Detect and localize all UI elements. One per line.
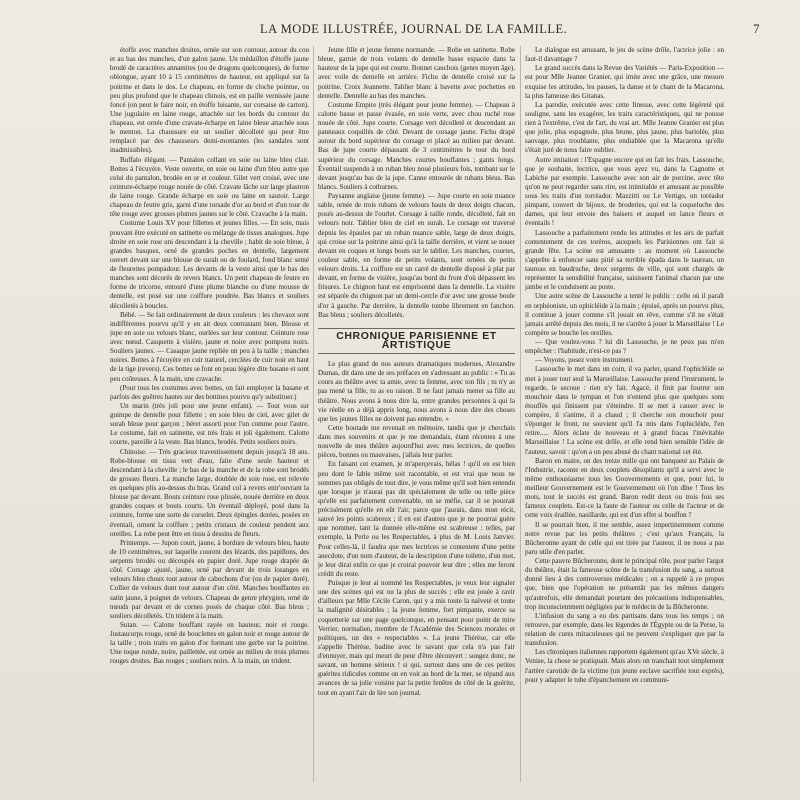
paragraph: Les chroniques italiennes rapportent également qu'au XVe siècle, à Venise, la chose se pratiquait. Mais alors on tranchait tout simplement l'artère carotide de la victime (un jeune esclave sacrifiée tout exprès), pour y adapter le tube d'épanchement en communi- — [525, 648, 724, 684]
column-2 — [318, 46, 515, 782]
paragraph: Un marin (très joli pour une jeune enfant). — Tout vous sur guimpe de dentelle pour fillette ; en soie bleu de ciel, avec gilet de surah bleue pour garçon ; béret assorti pour l'un comme pour l'autre. Le costume, fait en satinette, est très frais et joli également. Calotte courte, pareille à la veste. Bas blancs, brodés. Petits souliers noirs. — [110, 401, 309, 447]
paragraph: Jeune fille et jeune femme normande. — Robe en satinette. Robe bleue, garnie de trois volants de dentelle basse espacée dans la hauteur de la jupe qui est courte. Bonnet cauchois (genre moyen âge), avec voile de dentelle en arrière. Fichu de dentelle croisé sur la poitrine. Croix Jeannette. Tablier blanc à bavette avec pochettes en dentelle. Dentelle au bas des manches. — [318, 46, 515, 100]
paragraph: Printemps. — Jupon court, jaune, à bordure de velours bleu, haute de 10 centimètres, sur laquelle courent des lézards, des papillons, des serpents brodés ou découpés en papier doré. Jupe rouge drapée de côté. Corsage ajusté, jaune, orné par devant de trois losanges en velours bleu choux tout autour de cabochons d'or (ou de papier doré). Collier de velours dont tout autour d'un côté. Manches bouffantes en satin jaune, à poignet de velours. Chapeau de genre phrygien, orné de nœuds par devant et de cornes posés de chaque côté. Bas bleus ; souliers décolletés. Un trident à la main. — [110, 538, 309, 620]
paragraph: En faisant cet examen, je m'aperçevais, hélas ! qu'il en est bien peu dont le fable même soit racontable, et est vrai que nous ne sommes pas obligés de tout dire, je vous même qu'il soit bien entendu que lorsque je n'aurai pas dit spécialement de telle ou telle pièce qu'elle est parfaitement convenable, on se méfie, car il se pourrait précisément qu'elle en eût l'air, parce que j'aurais, dans mon récit, sauvé les points scabreux ; il en est d'autres que je ne pourrai guère que nommer, tant la donnée elle-même est scabreuse : telles, par exemple, la Perle ou les Respectables, à plus de M. Louis Janvier. Pour celles-là, il faudra que mes lectrices se contentent d'une petite anecdote, d'un nom d'auteur, de la description d'une toilette, d'un mot, je leur dirai enfin ce que je croirai pouvoir leur dire ; elles me feront crédit du reste. — [318, 460, 515, 578]
column-rule — [313, 46, 314, 782]
paragraph: La parodie, exécutée avec cette finesse, avec cette légèreté qui souligne, sans les exagérer, les traits caractéristiques, qui ne pousse rien à l'extrême, c'est de l'art, du vrai art. Mlle Jeanne Granier est plus que jolie, plus espagnole, plus brune, plus jaune, plus bariolée, plus sauvage, plus troublante, plus endiablée que la Macarona qu'elle s'était juré de nous faire oublier. — [525, 100, 724, 155]
paragraph: Buffalo élégant. — Pantalon collant en soie ou laine bleu clair. Bottes à l'écuyère. Veste ouverte, en soie ou laine d'un bleu autre que celui du pantalon, brodée en or et couleur. Gilet vert croisé, avec une ceinture-écharpe rouge nouée de côté. Cravate lâche sur large plastron de laine rouge. Grande écharpe en soie ou laine en sautoir. Large chapeau de feutre gris, garni d'une torsade d'or au bord et d'un tour de tête rouge avec grosses plumes jaunes sur le côté. Cravache à la main. — [110, 155, 309, 219]
paragraph: — Que voulez-vous ? lui dit Lassouche, je ne peux pas m'en empêcher : l'habitude, n'est-ce pas ? — [525, 338, 724, 356]
column-1 — [110, 46, 309, 782]
paragraph: Le grand succès dans la Revue des Variétés — Paris-Exposition — est pour Mlle Jeanne Granier, qui imite avec une grâce, une mesure exquise les attitudes, les pauses, la danse et le chant de la Macarona, la plus fameuse des Gitanas. — [525, 64, 724, 100]
page-header — [112, 22, 760, 40]
paragraph: Bébé. — Se fait ordinairement de deux couleurs : les chevaux sont indifférentes pourvu qu'il y en ait deux contrastant bien. Blouse et jupe en soie ou velours blanc, ourlées sur leur contour. Ceinture rose avec nœud. Casquette à visière, jaune et noire avec pompons noirs. Souliers jaunes. — Casaque jaune repliée un peu à la taille ; manches noires. Bottes à l'écuyère en cuir naturel, cerclées de cuir noir en haut de la tige (revers). Ces bottes se font en peau légère dite basane et sont peu coûteuses. À la main, une cravache. — [110, 310, 309, 383]
paragraph: Costume Louis XV pour fillettes et jeunes filles. — En soie, mais pouvant être exécuté en satinette ou mélange de tissus analogues. Jupe droite en soie rose uni descendant à la cheville ; habit de soie bleue, à grandes basques, orné de grandes poches en dentelle, largement ouvert devant sur une blouse de surah ou de foulard, fond blanc semé de fleurettes pompadour. Les devants de la veste ainsi que le bas des manches sont décorés de revers blancs. Un petit chapeau de feutre en forme de tricorne, entouré d'une plume blanche ou d'une mousse de dentelle, est posé sur une coiffure poudrée. Bas blancs et souliers décolletés à boucles. — [110, 219, 309, 310]
paragraph: Costume Empire (très élégant pour jeune femme). — Chapeau à calotte basse et passe évasée, en soie verte, avec chou ruché rose nouée de côté. Jupe courte. Corsage vert décolleté et descendant au panneaux coquillés de côté. Devant de corsage jaune. Fichu drapé autour du bord supérieur du corsage et placé au milieu par devant. Bas de jupe courte dépassant de 3 centimètres le tour du bord supérieur du corsage. Manches courtes bouffantes ; gants longs. Éventail suspendu à un ruban bleu noué plusieurs fois, tombant sur le devant jusqu'au bas de la jupe. Canne entourée de rubans bleus. Bas blancs. Souliers à cothurnes. — [318, 100, 515, 191]
paragraph: Autre imitation : l'Espagne encore qui en fait les frais. Lassouche, que je souhaite, lectrice, que vous ayez vu, dans la Cagnotte et Labiche par exemple. Lassouche avec son air de porcine, avec tête qu'on ne peut regarder sans rire, est inimitable et amusant au possible sous les traits d'un torréador. Mazzitti ou Le Vertigo, un toréador pimpant, couvert de bijoux, de broderies, qui est la coqueluche des dames, qui leur envoie des baisers et auquel on lance fleurs et éventails ! — [525, 155, 724, 228]
paragraph: Il se pourrait bien, il me semble, assez impertinemment comme notre revue par les petits théâtres ; c'est qu'aux Français, la Bûcheronne ayant de celle qui est tirée par l'auteur, il ne nous a pas paru utile d'en parler. — [525, 520, 724, 556]
paragraph: Cette boutade me revenait en mémoire, tandis que je cherchais dans mes souvenirs et que je me demandais, étant récentes à une nouvelle de mes théâtre aujourd'hui avec mes lectrices, de quelles pièces, bonnes ou mauvaises, j'allais leur parler. — [318, 423, 515, 460]
paragraph: (Pour tous les costumes avec bottes, on fait employer la basane et parfois des guêtres hautes sur des bottines pourvu qu'y substituer.) — [110, 383, 309, 401]
paragraph: Le plus grand de nos auteurs dramatiques modernes, Alexandre Dumas, dit dans une de ses préfaces en s'adressant au public : « Tu as cours au théâtre avec ta amie, avec ta femme, avec ton fils ; tu n'y as pas mené ta fille, tu as eu raison. Il ne faut jamais mener sa fille au théâtre. Nous avons à nous dire la, entre grandes personnes à qui la vie réelle en a déjà appris long, nous avons à nous dire des choses que les jeunes filles ne doivent pas entendre. » — [318, 360, 515, 423]
paragraph: Chinoise. — Très gracieux travestissement depuis jusqu'à 18 ans. Robe-blouse en tissu vert d'eau, faite d'une seule hauteur et descendant à la cheville ; le bas de la manche et de la robe sont brodés de grosses fleurs. La manche large, doublée de soie rose, est relevée en quelques plis au-dessus du bras. Grand col à revers entr'ouvrant la blouse par devant. Bouts ceinture rose plissée, nouée derrière en deux grandes coques et bouts courts. Un éventail déployé, posé dans la ceinture, forme une sorte de corselet. Deux épingles dorées, posées en éventail, ornent la coiffure ; petits cristaux de couleur pendent aux oreilles. La robe peut être en tissu à dessins de fleurs. — [110, 447, 309, 538]
paragraph: Lassouche le met dans un coin, il va parler, quand l'ophicléide se met à jouer tout seul la Marseillaise. Lassouche prend l'instrument, le regarde, le secoue : rien n'y fait. Agacé, il finit par fourrer son mouchoir dans le tympan et l'on n'entend plus que quelques sons étouffés qui finissent par s'éteindre. Il se met à causer avec le compère, il s'anime, il a chaud ; il cherche son mouchoir pour s'éponger le front, ne souvient qu'il l'a mis dans l'ophicléide, l'en retire..... Alors éclate de nouveau et à grand fracas l'inévitable Marseillaise ! La scène est drôle, et elle rend bien sensible l'idée de l'auteur, savoir : qu'on a un peu abusé du chant national cet été. — [525, 365, 724, 456]
page-number: 7 — [753, 22, 760, 36]
paragraph: étoffe avec manches droites, ornée sur son contour, autour du cou et au bas des manches, d'un galon jaune. Un médaillon d'étoffe jaune brodé de caractères annamites (ou de dragons quelconques), de forme oblongue, ayant 10 à 15 centimètres de hauteur, est appliqué sur la poitrine et dans le dos. Le chapeau, en forme de cloche pointue, ou peu plus profond que le chapeau chinois, est en paille vernissée jaune foncé (on peut le faire noir, en étoffe luisante, sur corsaise de carton). Une jugulaire en laine rouge, attachée sur les bords du contour du chapeau, est ornée d'une cravate-écharpe en laine bleue attachée sous le menton. La chaussure est un soulier décolleté qui peut être remplacé par des chausseurs demi-montantes (les sandales sont inadmissibles). — [110, 46, 309, 155]
paragraph: Paysanne anglaise (jeune femme). — Jupe courte en soie nuance sable, ornée de trois rubans de velours hauts de deux doigts chacun, posés au-dessus de l'ourlet. Corsage à taille ronde, décolleté, fait en velours noir. Tablier bleu de ciel en surah. Le corsage est traversé depuis les épaules par un ruban nuance sable, large de deux doigts, qui croise sur la poitrine ainsi qu'à la taille derrière, et vient se nouer devant en coques et longs bouts sur le tablier. Les manches, courtes, couleur sable, en forme de petits volants, sont ornées de petits velours droits. La coiffure est un carré de dentelle disposé à plat par devant, en forme de visière, jusqu'au bord du front d'où dépassent les frisures. Le chignon haut est emprisonné dans la dentelle. La visière est séparée du chignon par un demi-cercle d'or avec une grosse boule d'or à gauche. Par derrière, la dentelle tombe librement en fanchon. Bas bleus ; souliers décolletés. — [318, 192, 515, 319]
paragraph: Sutan. — Calotte bouffant rayée en hauteur, noir et rouge. Justaucorps rouge, orné de bouclettes en galon noir et rouge autour de la taille ; trois traits en galon d'or formant une gerbe sur la poitrine. Une toque ronde, noire, paillettée, est ornée au milieu de trois plumes rouges droites. Bas rouges ; souliers noirs. À la main, un trident. — [110, 620, 309, 666]
column-3 — [525, 46, 724, 782]
paragraph: Cette pauvre Bûcheronne, dont le principal rôle, pour parler l'argot du théâtre, était la fameuse scène de la transfusion du sang, a surtout donné lieu à des controverses médicales ; on a rappelé à ce propos que, bien que l'opération ne présentât pas les mêmes dangers qu'autrefois, elle demandait pourtant des précautions indispensables, trop inconsciemment négligées par le médecin de la Bûcheronne. — [525, 557, 724, 611]
paragraph: Lassouche a parfaitement rendu les attitudes et les airs de parfait contentement de ces toréros, auxquels les Parisiennes ont fait si grande fête. La scène est amusante : au moment où Lassouche s'apprête à enfoncer sans pitié sa terrible épada dans le taureau, un taureau en baudruche, deux sergents de ville, qui sont chargés de représenter la sensibilité française, saisissent l'animal chacun par une jambe et le conduisent au poste. — [525, 228, 724, 292]
paragraph: Le dialogue est amusant, le jeu de scène drôle, l'actrice jolie : en faut-il davantage ? — [525, 46, 724, 64]
paragraph: Puisque je leur ai nommé les Respectables, je veux leur signaler une des scènes qui est ou la plus de succès ; elle est jouée à ravir d'ailleurs par Mlle Cécile Caron, qui y a mis toute la naïveté et toute la malignité désirables ; la jeune femme, fort pimpante, exerce sa coquetterie sur une page quelconque, en pensant pour point de mire Verrier, normalien, membre de l'Académie des Sciences morales et politiques, un des « respectables ». La jeune Thérèse, car elle s'appelle Thérèse, badine avec le savant que cela n'a pas l'air d'ennuyer, mais qui meurt de peur d'être découvert : songez donc, ne savant, un homme sérieux ! si qui, surtout dans une de ces petites guérites ridicules comme on en voit au bord de la mer, se répand aux avances de sa jolie voisine par la petite fenêtre de côté de la guérite, tout en ayant l'air de lire son journal. — [318, 579, 515, 697]
paragraph: Baron en maire, on des treize mille qui ont banqueté au Palais de l'Industrie, raconte en deux couplets désopilants qu'il a servi avec le même enthousiasme tous les Gouvernements et que, pour lui, le meilleur Gouvernement est le Gouvernement où l'on dîne ! Tous les mots, tout le succès est grand. Baron redit deux ou trois fois ses fameux couplets. Est-ce la faute de l'auteur ou celle de l'acteur et de cette voix éraillée, nasillarde, qui est d'un effet si bouffon ? — [525, 456, 724, 520]
running-title: LA MODE ILLUSTRÉE, JOURNAL DE LA FAMILLE. — [260, 22, 568, 36]
paragraph: Une autre scène de Lassouche a tenté le public : celle où il paraît en orphéoniste, un ophicléide à la main ; épuisé, après un pourvu plus, il continue à jouer comme s'il jouait en rêve, comme s'il ne s'était jamais arrêté depuis des mois, il ne s'arrête à jouer la Marseillaise ! Le compère se bouche les oreilles. — [525, 292, 724, 337]
paragraph: — Voyons, posez votre instrument. — [535, 356, 635, 365]
section-heading: CHRONIQUE PARISIENNE ET ARTISTIQUE — [318, 328, 515, 354]
paragraph: L'infusion du sang a eu des partisans dans tous les temps ; on retrouve, par exemple, dans les légendes de l'Égypte ou de la Perse, la relation de cures miraculeuses qui ne peuvent s'expliquer que par la transfusion. — [525, 611, 724, 648]
column-rule — [520, 46, 521, 782]
